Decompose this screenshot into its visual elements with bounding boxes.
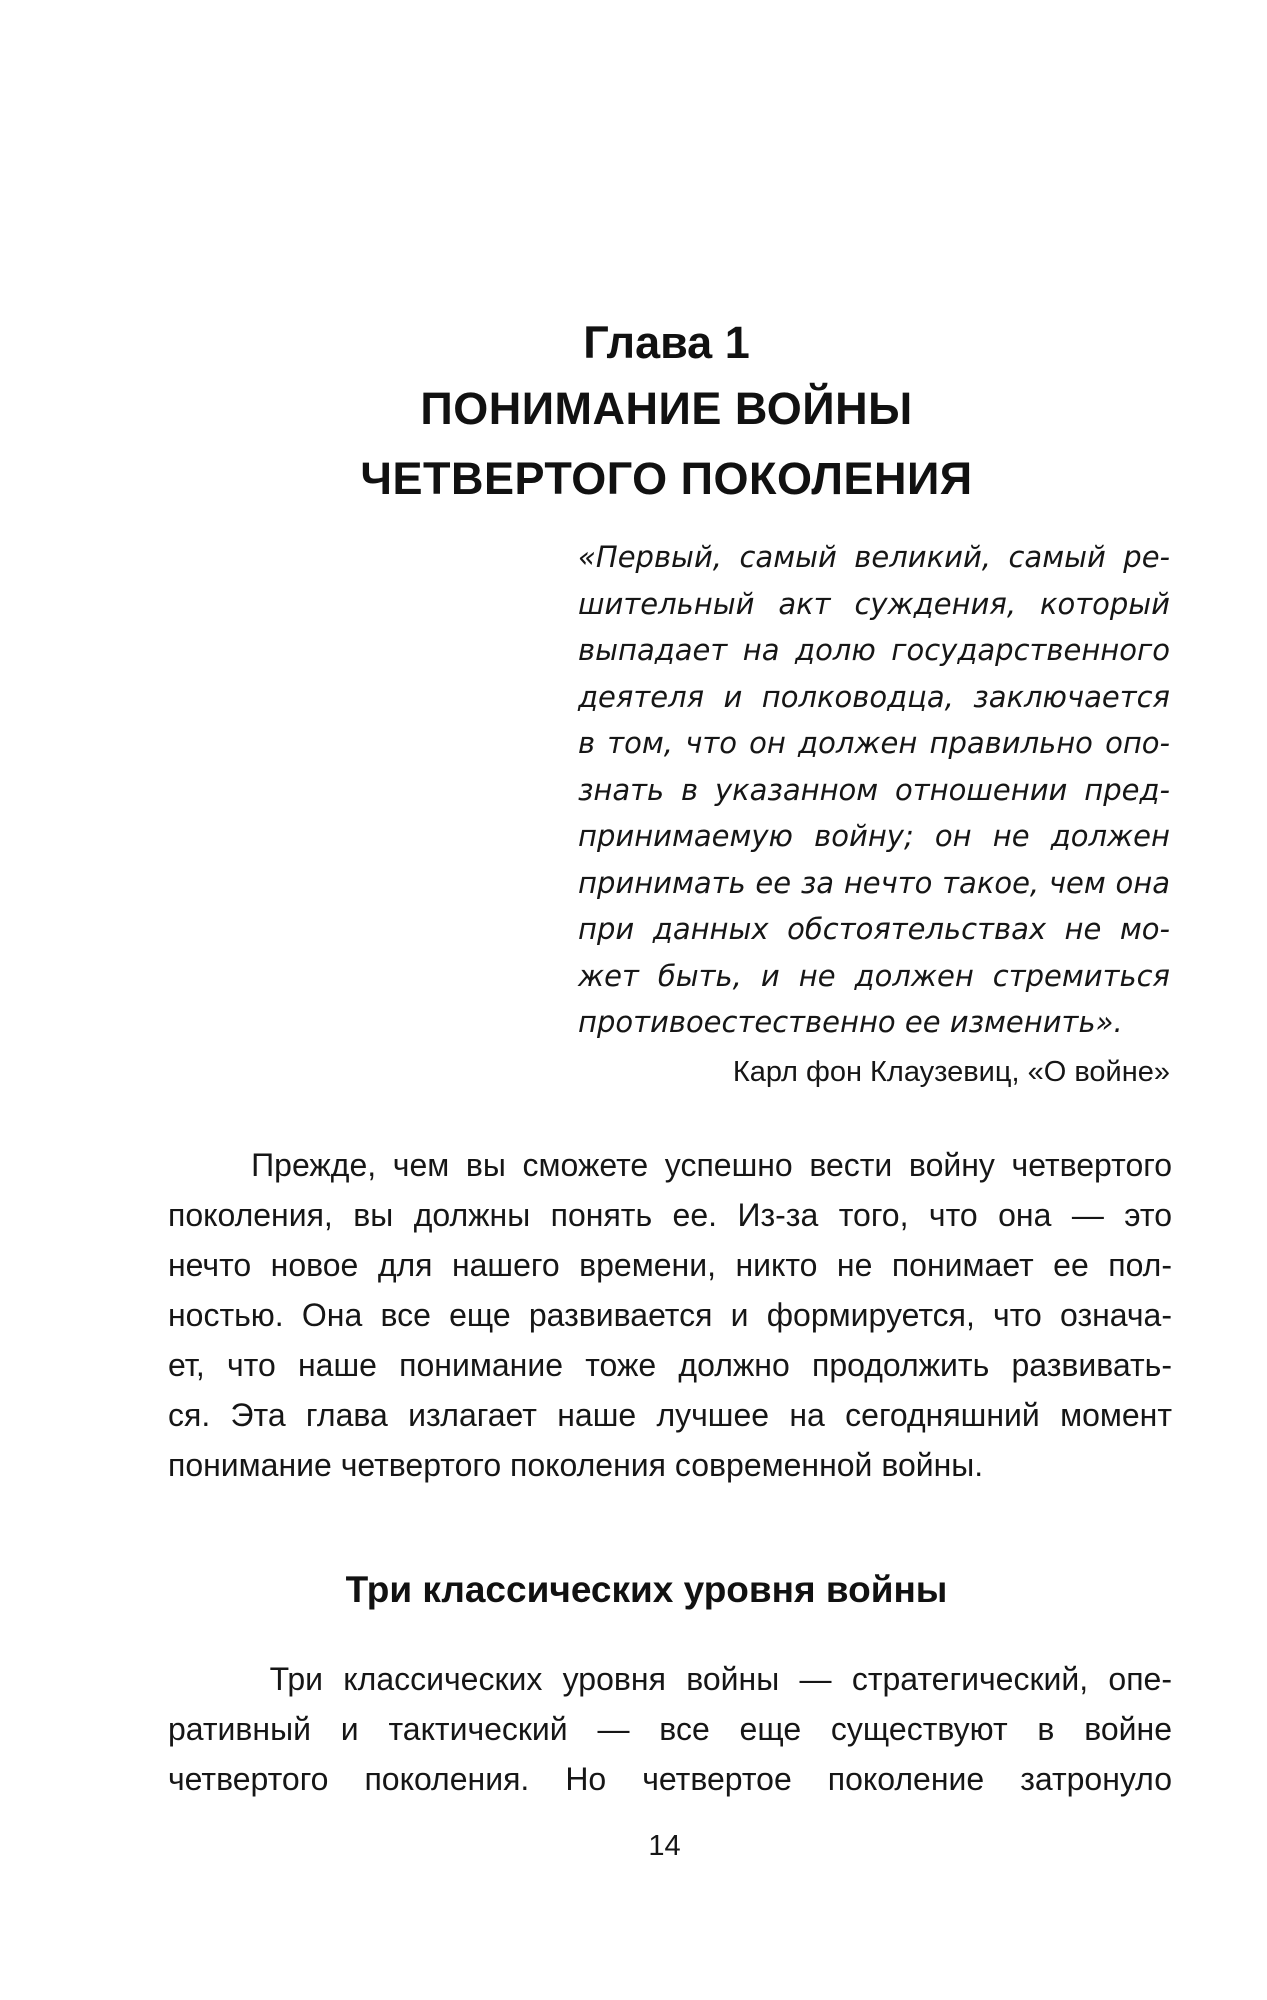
chapter-title-line-2: ЧЕТВЕРТОГО ПОКОЛЕНИЯ xyxy=(360,453,973,504)
section-heading-text: Три классических уровня войны xyxy=(345,1569,948,1610)
epigraph-line: противоестественно ее изменить». xyxy=(578,1005,1123,1039)
epigraph-quote xyxy=(578,534,1170,1046)
chapter-number: Глава 1 xyxy=(583,317,750,368)
chapter-title-line-1: ПОНИМАНИЕ ВОЙНЫ xyxy=(420,383,913,434)
paragraph-line: понимание четвертого поколения современной войны. xyxy=(168,1447,984,1483)
epigraph-attribution: Карл фон Клаузевиц, «О войне» xyxy=(732,1056,1170,1088)
epigraph-line: выпадает на долю государственного xyxy=(578,633,1170,667)
paragraph-line: ративный и тактический — все еще существуют в войне xyxy=(168,1711,1172,1747)
page-number-text: 14 xyxy=(648,1830,681,1862)
epigraph-line: при данных обстоятельствах не мо- xyxy=(578,912,1170,946)
paragraph-line: Прежде, чем вы сможете успешно вести войну четвертого xyxy=(168,1147,1172,1183)
paragraph-line: ет, что наше понимание тоже должно продолжить развивать- xyxy=(168,1347,1172,1383)
paragraph-line: четвертого поколения. Но четвертое поколение затронуло xyxy=(168,1761,1172,1797)
epigraph-line: жет быть, и не должен стремиться xyxy=(578,958,1170,993)
section-paragraph xyxy=(168,1654,1172,1804)
chapter-heading xyxy=(0,312,1267,514)
page-number xyxy=(0,1826,1267,1866)
paragraph-line: поколения, вы должны понять ее. Из-за того, что она — это xyxy=(168,1197,1172,1233)
epigraph-line: шительный акт суждения, который xyxy=(578,586,1170,621)
paragraph-line: ностью. Она все еще развивается и формируется, что означа- xyxy=(168,1297,1172,1333)
epigraph-line: знать в указанном отношении пред- xyxy=(578,772,1170,807)
epigraph-line: принимаемую войну; он не должен xyxy=(578,819,1170,853)
section-heading xyxy=(0,1562,1267,1618)
epigraph-line: в том, что он должен правильно опо- xyxy=(578,726,1170,760)
epigraph-line: «Первый, самый великий, самый ре- xyxy=(578,540,1170,574)
paragraph-line: Три классических уровня войны — стратегический, опе- xyxy=(168,1661,1172,1697)
paragraph-line: ся. Эта глава излагает наше лучшее на сегодняшний момент xyxy=(168,1397,1172,1433)
epigraph-line: принимать ее за нечто такое, чем она xyxy=(578,865,1170,900)
epigraph-line: деятеля и полководца, заключается xyxy=(578,679,1170,714)
paragraph-line: нечто новое для нашего времени, никто не понимает ее пол- xyxy=(168,1247,1172,1283)
intro-paragraph xyxy=(168,1140,1172,1490)
